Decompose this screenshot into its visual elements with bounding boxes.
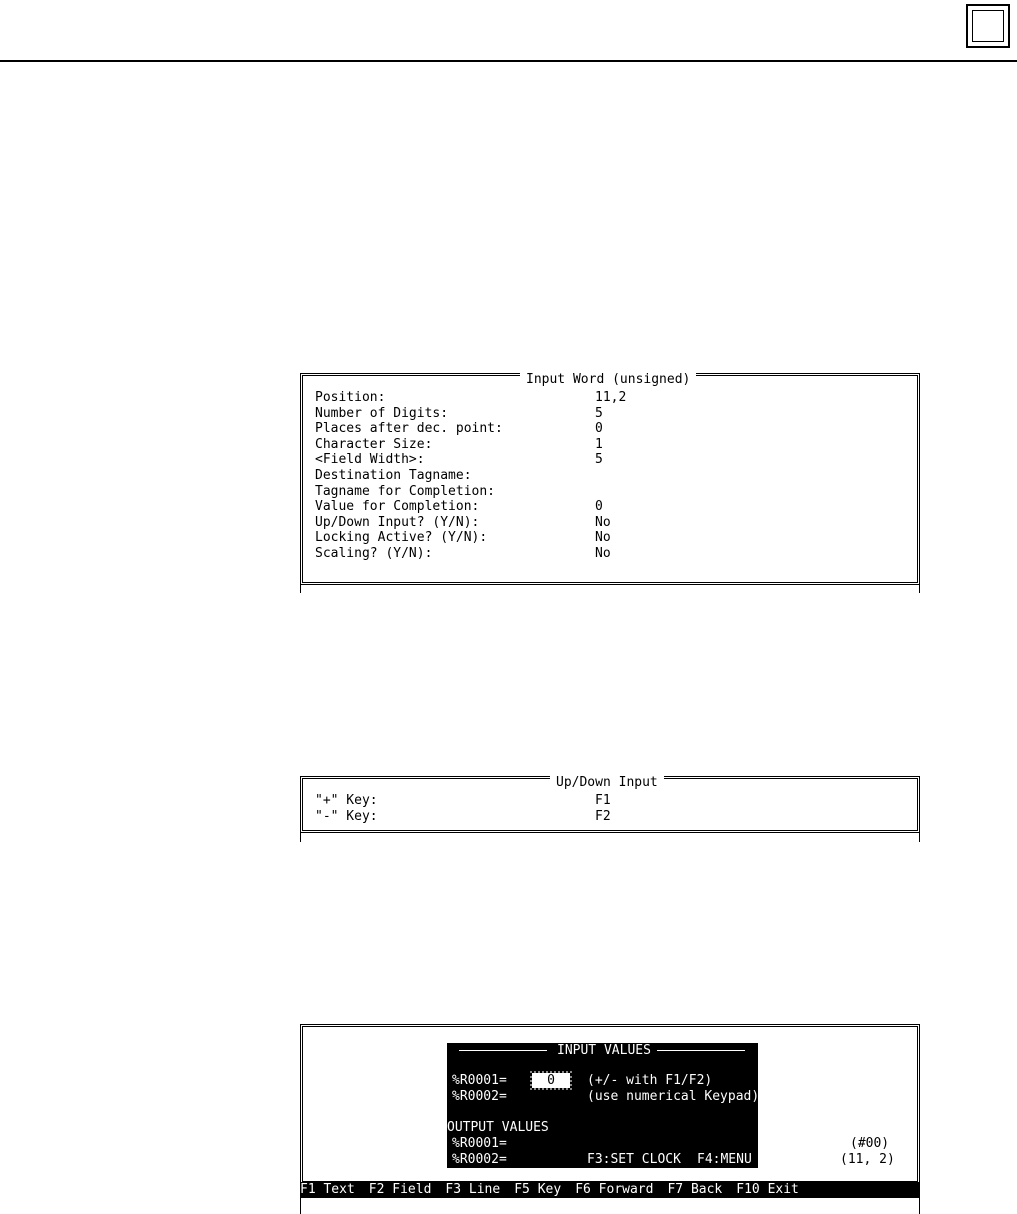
field-label: "+" Key: — [315, 793, 378, 808]
screen-edge-right — [919, 1198, 920, 1214]
r0002-label: %R0002= — [452, 1089, 507, 1104]
r0001-label: %R0001= — [452, 1073, 507, 1088]
field-value[interactable]: 1 — [595, 436, 603, 452]
r0002-hint: (use numerical Keypad) — [587, 1089, 760, 1104]
r0001-input-field[interactable]: 0 — [532, 1073, 570, 1088]
field-value[interactable]: F1 — [595, 793, 611, 808]
field-label: Number of Digits: — [315, 405, 449, 421]
field-label: Up/Down Input? (Y/N): — [315, 514, 480, 530]
field-value[interactable]: 0 — [595, 421, 603, 437]
field-label: "-" Key: — [315, 808, 378, 824]
r0001-hint: (+/- with F1/F2) — [587, 1073, 713, 1088]
field-label: Scaling? (Y/N): — [315, 546, 433, 561]
field-value[interactable]: No — [595, 530, 611, 546]
field-row[interactable] — [315, 406, 875, 422]
field-value[interactable]: 5 — [595, 405, 603, 421]
preview-screen — [300, 1024, 920, 1214]
field-value[interactable]: No — [595, 514, 611, 530]
field-value[interactable]: 5 — [595, 452, 603, 468]
field-label: Destination Tagname: — [315, 468, 472, 483]
field-label: Locking Active? (Y/N): — [315, 530, 488, 546]
field-row[interactable] — [315, 546, 875, 562]
function-key-item[interactable]: F6 Forward — [575, 1182, 654, 1197]
screen-id-status: (#00) — [850, 1136, 890, 1151]
screen-edge-left — [300, 1198, 301, 1214]
f4-menu-label[interactable]: F4:MENU — [697, 1152, 752, 1167]
function-key-item[interactable]: F2 Field — [368, 1182, 432, 1197]
field-label: Value for Completion: — [315, 499, 480, 515]
input-values-window — [447, 1043, 758, 1168]
function-key-item[interactable]: F5 Key — [514, 1182, 562, 1197]
field-value[interactable]: No — [595, 546, 611, 561]
field-value[interactable]: 0 — [595, 499, 603, 515]
field-label: Tagname for Completion: — [315, 483, 496, 499]
updown-input-title: Up/Down Input — [550, 775, 664, 791]
field-row[interactable] — [315, 390, 875, 406]
screen-edge-left — [300, 833, 301, 842]
title-rule-right — [657, 1050, 745, 1051]
function-key-item[interactable]: F3 Line — [445, 1182, 501, 1197]
field-row[interactable] — [315, 421, 875, 437]
field-value[interactable]: F2 — [595, 808, 611, 824]
field-row[interactable] — [315, 793, 875, 809]
function-key-item[interactable]: F7 Back — [667, 1182, 723, 1197]
cursor-position-status: (11, 2) — [840, 1152, 895, 1167]
function-key-item[interactable]: F10 Exit — [736, 1182, 799, 1197]
screen-edge-right — [919, 833, 920, 842]
output-values-title: OUTPUT VALUES — [447, 1120, 549, 1135]
field-row[interactable] — [315, 468, 875, 484]
field-row[interactable] — [315, 484, 875, 500]
function-key-bar — [300, 1182, 920, 1198]
title-rule-left — [459, 1050, 547, 1051]
screen-edge-left — [300, 585, 301, 593]
field-row[interactable] — [315, 515, 875, 531]
field-row[interactable] — [315, 499, 875, 515]
field-row[interactable] — [315, 437, 875, 453]
field-label: Character Size: — [315, 436, 433, 452]
function-key-item[interactable]: F1 Text — [300, 1182, 355, 1197]
page-top-rule — [0, 60, 1017, 62]
input-values-title: INPUT VALUES — [557, 1043, 651, 1058]
chapter-tab-box — [966, 4, 1010, 48]
updown-input-screen — [300, 776, 920, 842]
field-label: Position: — [315, 390, 386, 405]
field-row[interactable] — [315, 452, 875, 468]
output-r0002-label: %R0002= — [452, 1152, 507, 1167]
field-value[interactable]: 11,2 — [595, 390, 627, 405]
f3-set-clock-label[interactable]: F3:SET CLOCK — [587, 1152, 681, 1167]
field-row[interactable] — [315, 809, 875, 825]
input-word-title: Input Word (unsigned) — [520, 372, 696, 388]
field-row[interactable] — [315, 530, 875, 546]
output-r0001-label: %R0001= — [452, 1136, 507, 1151]
field-label: <Field Width>: — [315, 452, 425, 468]
field-label: Places after dec. point: — [315, 421, 503, 437]
input-word-screen — [300, 373, 920, 593]
screen-edge-right — [919, 585, 920, 593]
